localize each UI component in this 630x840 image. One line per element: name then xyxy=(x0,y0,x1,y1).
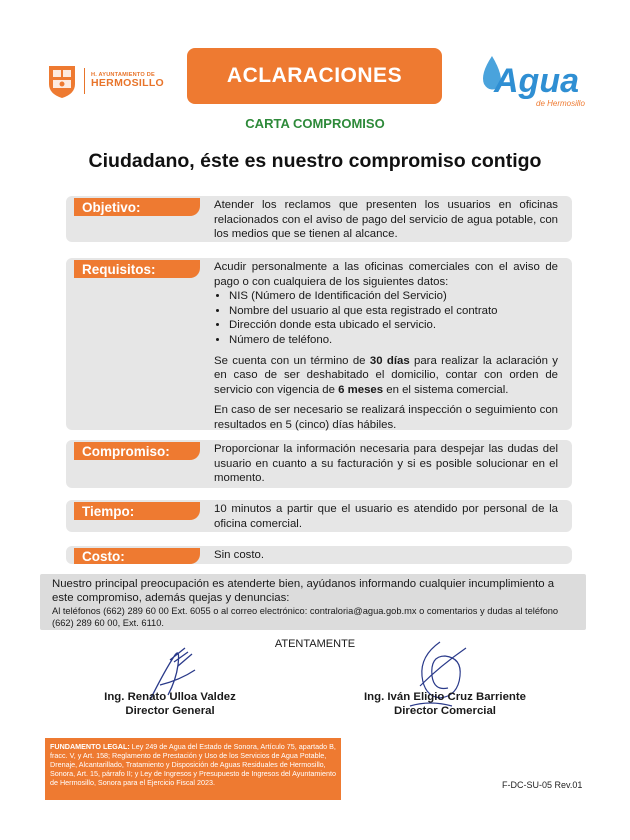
signature-1-title: Director General xyxy=(125,705,215,717)
requisitos-label: Requisitos: xyxy=(74,260,200,278)
signature-2-title: Director Comercial xyxy=(394,705,496,717)
objetivo-label: Objetivo: xyxy=(74,198,200,216)
requisitos-list xyxy=(214,289,558,347)
requisitos-inspection-paragraph: En caso de ser necesario se realizará inspección o seguimiento con resultados en 5 (cinco) días hábiles. xyxy=(214,404,558,431)
objetivo-paragraph: Atender los reclamos que presenten los usuarios en oficinas relacionados con el aviso de pago del servicio de agua potable, con los medios que se tienen al alcance. xyxy=(214,199,558,241)
title-banner: ACLARACIONES xyxy=(187,48,442,104)
term-text-e: en el sistema comercial. xyxy=(383,383,509,396)
legal-box xyxy=(45,738,341,800)
ayuntamiento-logo xyxy=(46,60,206,102)
term-text-a: Se cuenta con un término de xyxy=(214,354,370,367)
agua-sub-wordmark: de Hermosillo xyxy=(536,99,585,108)
list-item: • Nombre del usuario al que esta registrado el contrato xyxy=(229,304,558,319)
requisitos-intro: Acudir personalmente a las oficinas comerciales con el aviso de pago o con cualquiera de los siguientes datos: xyxy=(214,261,558,288)
costo-paragraph: Sin costo. xyxy=(214,549,265,561)
list-item: • Número de teléfono. xyxy=(229,333,558,348)
requisitos-term-paragraph xyxy=(214,354,558,398)
requisitos-text xyxy=(214,260,558,433)
signature-1-block xyxy=(80,690,260,718)
compromiso-text xyxy=(214,442,558,486)
signature-2-name: Ing. Iván Eligio Cruz Barriente xyxy=(363,691,527,703)
subtitle: CARTA COMPROMISO xyxy=(245,116,385,131)
term-days: 30 días xyxy=(369,354,410,367)
ayuntamiento-wordmark xyxy=(91,72,164,90)
tiempo-paragraph: 10 minutos a partir que el usuario es atendido por personal de la oficina comercial. xyxy=(214,503,558,530)
list-item: • NIS (Número de Identificación del Servicio) xyxy=(229,289,558,304)
shield-icon xyxy=(46,62,78,100)
tiempo-text xyxy=(214,502,558,531)
ayuntamiento-line2: HERMOSILLO xyxy=(91,77,164,90)
notice-box xyxy=(40,574,586,630)
tiempo-label: Tiempo: xyxy=(74,502,200,520)
document-code: F-DC-SU-05 Rev.01 xyxy=(502,780,583,790)
signature-2-block xyxy=(345,690,545,718)
page-heading: Ciudadano, éste es nuestro compromiso contigo xyxy=(88,150,542,172)
term-text-c: para realizar la aclaración y en caso de ser deshabitado el domicilio, contar con orden de servicio con vigencia de xyxy=(214,354,558,396)
legal-label: FUNDAMENTO LEGAL: xyxy=(50,742,130,751)
atentamente-text: ATENTAMENTE xyxy=(274,638,356,650)
logo-divider xyxy=(84,68,85,94)
compromiso-paragraph: Proporcionar la información necesaria para despejar las dudas del usuario en cuanto a su facturación y si es posible solucionar en el momento. xyxy=(214,443,558,485)
ayuntamiento-line1: H. AYUNTAMIENTO DE xyxy=(91,72,155,79)
compromiso-label: Compromiso: xyxy=(74,442,200,460)
agua-hermosillo-logo xyxy=(470,50,590,120)
list-item: • Dirección donde esta ubicado el servicio. xyxy=(229,318,558,333)
notice-line2: Al teléfonos (662) 289 60 00 Ext. 6055 o al correo electrónico: contraloria@agua.gob.mx o comentarios y dudas al teléfono (662) 289 60 00, Ext. 6110. xyxy=(52,606,559,628)
signature-1-name: Ing. Renato Ulloa Valdez xyxy=(104,691,236,703)
agua-wordmark: Agua xyxy=(494,62,579,100)
objetivo-text xyxy=(214,198,558,242)
notice-line1: Nuestro principal preocupación es atenderte bien, ayúdanos informando cualquier incumplimiento a este compromiso, además quejas y denuncias: xyxy=(52,578,555,604)
costo-text xyxy=(214,548,558,563)
term-months: 6 meses xyxy=(338,383,384,396)
costo-label: Costo: xyxy=(74,548,200,564)
legal-text: Ley 249 de Agua del Estado de Sonora, Artículo 75, apartado B, fracc. V, y Art. 158; Reglamento de Prestación y Uso de los Servicios de Agua Potable, Drenaje, Alcantarillado, Tratamiento y Disposición de Aguas Residuales de Hermosillo, Sonora, Art. 15, párrafo II; y Ley de Ingresos y Presupuesto de Ingresos del Ayuntamiento de Hermosillo, Sonora para el Ejercicio Fiscal 2023. xyxy=(50,742,336,787)
